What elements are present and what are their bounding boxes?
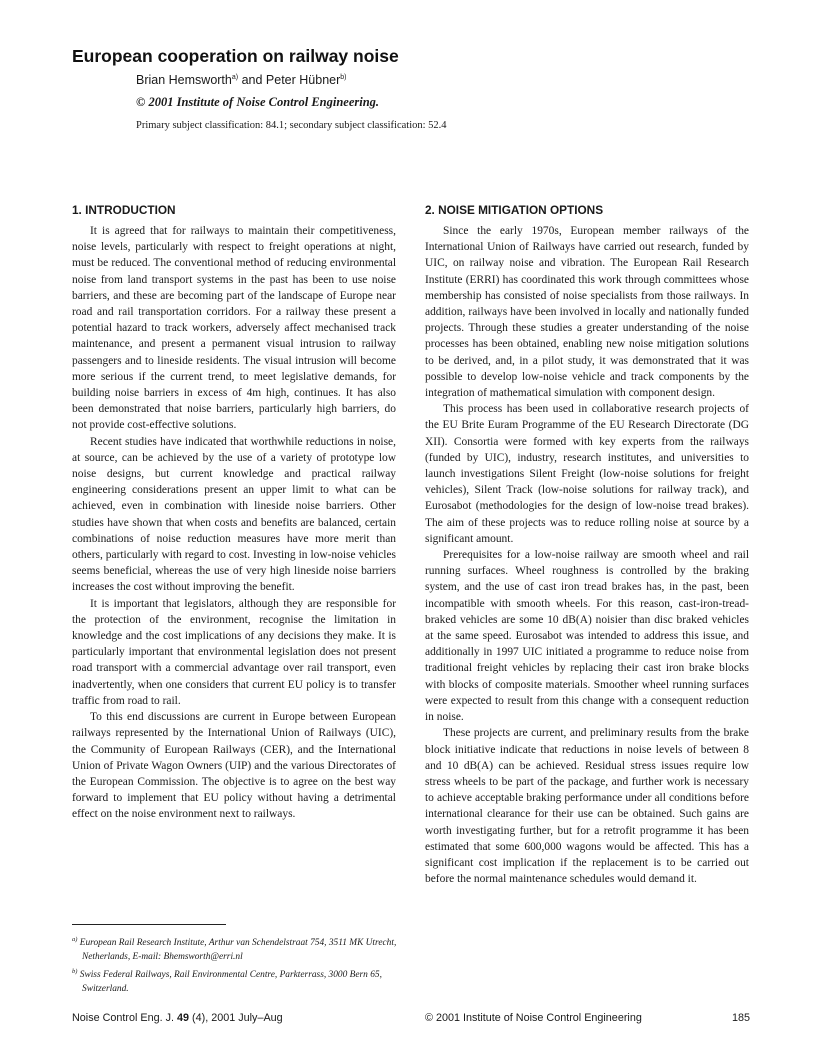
page-number: 185 bbox=[732, 1012, 751, 1024]
journal-citation bbox=[72, 1012, 283, 1024]
footnote-text: European Rail Research Institute, Arthur van Schendelstraat 754, 3511 MK Utrecht, Netherlands, E-mail: Bhemsworth@erri.nl bbox=[77, 938, 397, 963]
section-heading: 2. NOISE MITIGATION OPTIONS bbox=[425, 203, 604, 217]
right-column bbox=[425, 203, 749, 887]
paragraph: These projects are current, and preliminary results from the brake block initiative indicate that reductions in noise levels of between 8 and 10 dB(A) can be achieved. Residual stress issues require low stress wheels to be part of the package, and further work is necessary to achieve acceptable braking performance under all conditions before international clearance for their use can be obtained. Such gains are worth investigating further, but for a retrofit programme it has been estimated that some 600,000 wagons would be affected. This has a significant cost implication if the replacement is to be carried out before the normal maintenance schedules would demand it. bbox=[425, 727, 749, 886]
author-name: Peter Hübner bbox=[265, 73, 341, 87]
journal-name: Noise Control Eng. J. bbox=[72, 1012, 178, 1024]
author-conjunction: and bbox=[238, 73, 266, 87]
article-title: European cooperation on railway noise bbox=[72, 46, 399, 66]
footnote-text: Swiss Federal Railways, Rail Environmental Centre, Parkterrass, 3000 Bern 65, Switzerland. bbox=[77, 970, 382, 995]
copyright-notice: © 2001 Institute of Noise Control Engineering. bbox=[136, 95, 380, 109]
affiliation-mark: a) bbox=[231, 73, 239, 81]
journal-issue-date: (4), 2001 July–Aug bbox=[189, 1012, 283, 1024]
journal-volume: 49 bbox=[177, 1012, 190, 1024]
paragraph: Since the early 1970s, European member railways of the International Union of Railways have carried out research, funded by UIC, on railway noise and vibration. The European Rail Research Institute (ERRI) has coordinated this work through committees whose membership has consisted of noise specialists from those railways. In addition, railways have been involved in locally and nationally funded projects. Through these studies a greater understanding of the noise processes has been obtained, enabling new noise mitigation solutions to be derived, and, in a pilot study, it was demonstrated that it was possible to develop low-noise vehicle and track components by the integration of mathematical simulation with component design. bbox=[425, 225, 749, 400]
paragraph: It is important that legislators, although they are responsible for the protection of the environment, recognise the limitation in knowledge and the cost implications of any decisions they make. It is particularly important that environmental legislation does not present road transport with a commercial advantage over rail transport, even inadvertently, when one considers that current EU policy is to transfer traffic from road to rail. bbox=[72, 597, 396, 707]
author-line bbox=[136, 73, 347, 87]
paragraph: This process has been used in collaborative research projects of the EU Brite Euram Programme of the EU Research Directorate (DG XII). Consortia were formed with key experts from the railways (funded by UIC), industry, research institutes, and universities to launch investigations Silent Freight (low-noise solutions for freight vehicles), Silent Track (low-noise solutions for railway track), and Eurosabot (methodologies for the design of low-noise tread brakes). The aim of these projects was to reduce rolling noise at source by a significant amount. bbox=[425, 403, 749, 545]
paragraph: To this end discussions are current in Europe between European railways represented by the International Union of Railways (UIC), the Community of European Railways (CER), and the International Union of Private Wagon Owners (UIP) and the various Directorates of the European Commission. The objective is to agree on the best way forward to implement that EU policy without having a detrimental effect on the noise environment next to railways. bbox=[72, 711, 396, 821]
left-column bbox=[72, 203, 396, 823]
footnote bbox=[72, 933, 400, 964]
paragraph: Recent studies have indicated that worthwhile reductions in noise, at source, can be achieved by the use of a variety of prototype low noise designs, but current knowledge and practical railway engineering considerations present an upper limit to what can be achieved, even in combination with lineside noise barriers. Other studies have shown that when costs and benefits are balanced, certain combinations of noise reduction measures have more merit than others, particularly with regard to cost. Investing in low-noise vehicles seems beneficial, whereas the use of very high lineside noise barriers increases the cost without improving the benefit. bbox=[72, 435, 396, 594]
paragraph: It is agreed that for railways to maintain their competitiveness, noise levels, particularly with respect to freight operations at night, must be reduced. The conventional method of reducing environmental noise from land transport systems in the past has been to use noise barriers, and these are becoming part of the landscape of Europe near road and rail transportation corridors. For a railway these present a potential hazard to track workers, adversely affect mechanised track maintenance, and present a permanent visual intrusion to railway passengers and to lineside residents. The visual intrusion will become more serious if the current trend, to meet legislative demands, for building noise barriers in excess of 4m high, continues. It has also been demonstrated that noise barriers, particularly high barriers, do not provide cost-effective solutions. bbox=[72, 225, 396, 432]
footnote-mark: a) bbox=[72, 936, 78, 943]
footnotes bbox=[72, 933, 400, 997]
footnote bbox=[72, 965, 400, 996]
footer-copyright: © 2001 Institute of Noise Control Engineering bbox=[425, 1012, 642, 1024]
footnote-mark: b) bbox=[72, 968, 78, 976]
affiliation-mark: b) bbox=[340, 73, 347, 81]
footnote-divider bbox=[72, 924, 226, 925]
subject-classification: Primary subject classification: 84.1; secondary subject classification: 52.4 bbox=[136, 120, 447, 131]
paragraph: Prerequisites for a low-noise railway are smooth wheel and rail running surfaces. Wheel roughness is controlled by the braking system, and the use of cast iron tread brakes has, in the past, been incompatible with smooth wheels. For this reason, cast-iron-tread-braked vehicles are some 10 dB(A) noisier than disc braked vehicles at the same speed. Eurosabot was intended to address this issue, and additionally in 1997 UIC initiated a programme to reduce noise from traditional freight vehicles by replacing their cast iron brake blocks with blocks of composite materials. Smoother wheel running surfaces were expected to result from this change with a consequent reduction in noise. bbox=[425, 549, 749, 724]
section-heading: 1. INTRODUCTION bbox=[72, 203, 176, 217]
author-name: Brian Hemsworth bbox=[136, 73, 232, 87]
